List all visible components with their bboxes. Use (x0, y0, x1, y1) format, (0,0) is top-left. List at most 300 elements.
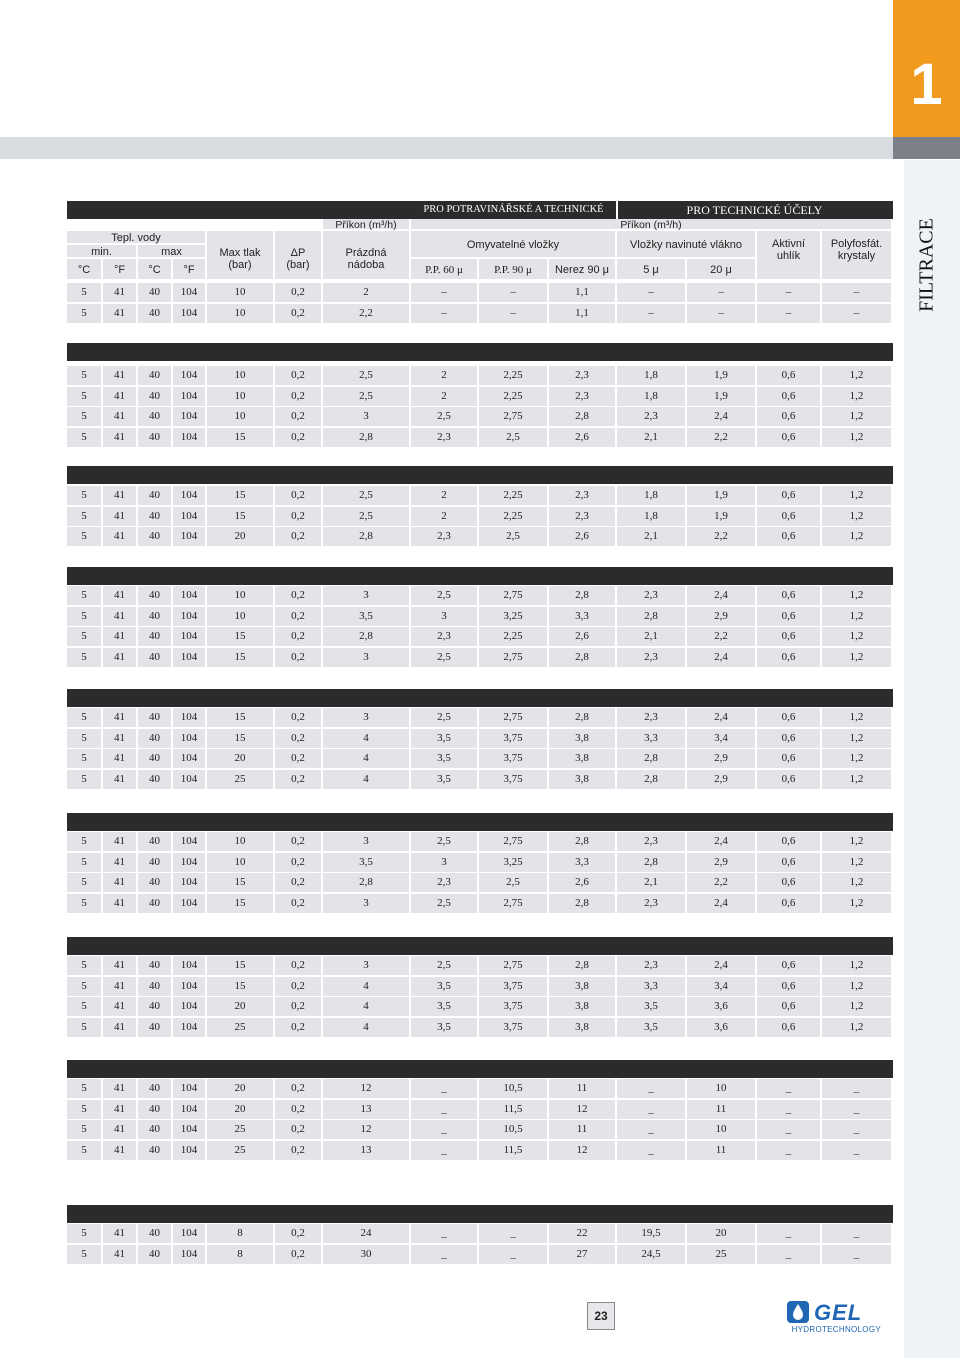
table-cell: 2,3 (617, 832, 687, 851)
table-cell: 25 (687, 1245, 757, 1264)
table-cell: _ (757, 1079, 822, 1098)
table-cell: 0,6 (757, 1018, 822, 1037)
table-cell: 41 (103, 708, 138, 727)
table-cell: 40 (138, 832, 173, 851)
table-cell: 10 (207, 283, 275, 302)
table-cell: 104 (173, 894, 207, 913)
table-cell: 5 (67, 387, 103, 406)
table-cell: 40 (138, 956, 173, 975)
table-cell: 3 (323, 956, 411, 975)
table-cell: 2,25 (479, 507, 549, 526)
table-cell: 15 (207, 428, 275, 447)
table-cell: _ (822, 1224, 893, 1243)
table-cell: 10 (207, 607, 275, 626)
table-cell: 104 (173, 997, 207, 1016)
table-cell: 40 (138, 607, 173, 626)
aktivni-heading: Aktivní uhlík (757, 231, 822, 281)
table-cell: _ (822, 1120, 893, 1139)
table-cell: 40 (138, 1079, 173, 1098)
m5-heading: 5 μ (617, 259, 687, 281)
table-cell: 41 (103, 304, 138, 323)
table-cell: 1,2 (822, 708, 893, 727)
table-cell: 0,2 (275, 607, 323, 626)
table-cell: 3,5 (411, 770, 479, 789)
table-row (67, 977, 893, 996)
table-cell: 1,2 (822, 407, 893, 426)
table-cell: _ (822, 1141, 893, 1160)
table-row (67, 1245, 893, 1264)
table-cell: 1,2 (822, 997, 893, 1016)
table-cell: 10 (207, 407, 275, 426)
table-cell: 1,1 (549, 304, 617, 323)
table-cell: 1,2 (822, 527, 893, 546)
table-cell: 0,6 (757, 853, 822, 872)
table-cell: 10 (207, 387, 275, 406)
table-cell: 15 (207, 977, 275, 996)
table-row (67, 586, 893, 605)
table-cell: 41 (103, 283, 138, 302)
table-cell: 11 (549, 1120, 617, 1139)
table-cell: 104 (173, 607, 207, 626)
table-cell: 3,75 (479, 729, 549, 748)
table-cell: 20 (687, 1224, 757, 1243)
table-cell: 15 (207, 729, 275, 748)
table-cell: 40 (138, 1141, 173, 1160)
table-cell: 1,9 (687, 387, 757, 406)
table-cell: 1,9 (687, 366, 757, 385)
table-cell: 0,6 (757, 729, 822, 748)
table-cell: 15 (207, 956, 275, 975)
table-cell: 3 (323, 586, 411, 605)
table-cell: – (822, 283, 893, 302)
table-cell: 2,9 (687, 607, 757, 626)
table-cell: 0,6 (757, 607, 822, 626)
section-bar (67, 813, 893, 831)
table-cell: 3 (411, 853, 479, 872)
table-cell: 2,3 (617, 407, 687, 426)
table-cell: 5 (67, 648, 103, 667)
table-cell: 2,8 (323, 873, 411, 892)
table-cell: 104 (173, 977, 207, 996)
drop-icon (786, 1300, 810, 1324)
table-cell: 0,2 (275, 507, 323, 526)
table-cell: 2,6 (549, 527, 617, 546)
table-row (67, 749, 893, 768)
table-cell: 3 (323, 832, 411, 851)
table-row (67, 1224, 893, 1243)
table-cell: 2,9 (687, 749, 757, 768)
table-cell: 104 (173, 486, 207, 505)
prazdna-heading: Prázdná nádoba (323, 231, 411, 281)
top-band (0, 137, 960, 159)
table-cell: 41 (103, 1224, 138, 1243)
table-cell: 2,3 (411, 527, 479, 546)
table-row (67, 1079, 893, 1098)
table-row (67, 1120, 893, 1139)
table-cell: 8 (207, 1245, 275, 1264)
table-cell: 0,6 (757, 648, 822, 667)
table-cell: 104 (173, 853, 207, 872)
table-cell: 2,4 (687, 586, 757, 605)
table-cell: 0,6 (757, 832, 822, 851)
table-cell: 2,8 (617, 607, 687, 626)
table-cell: 2,1 (617, 527, 687, 546)
table-cell: 5 (67, 407, 103, 426)
table-cell: 1,8 (617, 507, 687, 526)
table-row (67, 853, 893, 872)
table-cell: 2,3 (617, 956, 687, 975)
min-heading: min. (67, 245, 138, 259)
table-cell: 1,1 (549, 283, 617, 302)
table-cell: 41 (103, 486, 138, 505)
table-cell: 104 (173, 407, 207, 426)
table-cell: _ (479, 1245, 549, 1264)
table-cell: 104 (173, 1141, 207, 1160)
table-cell: 20 (207, 1100, 275, 1119)
table-cell: 0,6 (757, 387, 822, 406)
table-cell: – (757, 304, 822, 323)
table-row (67, 607, 893, 626)
table-cell: 5 (67, 1079, 103, 1098)
table-cell: 3,5 (411, 997, 479, 1016)
table-cell: 2,8 (617, 770, 687, 789)
table-cell: 2,8 (323, 627, 411, 646)
section-bar (67, 343, 893, 361)
table-row (67, 387, 893, 406)
table-cell: 3 (323, 708, 411, 727)
table-cell: 2,6 (549, 428, 617, 447)
table-cell: 104 (173, 708, 207, 727)
table-cell: 2,2 (323, 304, 411, 323)
table-cell: _ (822, 1079, 893, 1098)
table-cell: 3,5 (411, 729, 479, 748)
table-cell: 41 (103, 1100, 138, 1119)
table-cell: 11,5 (479, 1141, 549, 1160)
table-cell: 2,1 (617, 873, 687, 892)
table-row (67, 956, 893, 975)
table-cell: 0,6 (757, 997, 822, 1016)
nerez-heading: Nerez 90 μ (549, 259, 617, 281)
table-cell: 104 (173, 428, 207, 447)
table-cell: 41 (103, 407, 138, 426)
table-cell: 1,2 (822, 832, 893, 851)
table-cell: 10 (207, 366, 275, 385)
table-cell: 3,3 (549, 607, 617, 626)
table-cell: 2,5 (479, 527, 549, 546)
table-cell: 3,8 (549, 749, 617, 768)
table-cell: 15 (207, 507, 275, 526)
table-cell: 5 (67, 507, 103, 526)
omyvatelne-heading: Omyvatelné vložky (411, 231, 617, 259)
table-cell: 2,1 (617, 428, 687, 447)
table-cell: _ (822, 1245, 893, 1264)
table-cell: 41 (103, 1141, 138, 1160)
table-cell: 0,6 (757, 507, 822, 526)
table-cell: 2 (411, 366, 479, 385)
section-bar (67, 466, 893, 484)
table-cell: 25 (207, 1018, 275, 1037)
table-cell: 0,6 (757, 586, 822, 605)
table-cell: 0,2 (275, 770, 323, 789)
table-cell: 2,8 (323, 428, 411, 447)
table-cell: 4 (323, 977, 411, 996)
tech-heading: PRO TECHNICKÉ ÚČELY (616, 201, 893, 219)
table-cell: 40 (138, 283, 173, 302)
table-cell: 1,2 (822, 366, 893, 385)
table-cell: 0,2 (275, 1079, 323, 1098)
logo-subtitle: HYDROTECHNOLOGY (791, 1325, 881, 1334)
table-cell: 2,5 (411, 407, 479, 426)
table-cell: 3,75 (479, 749, 549, 768)
table-row (67, 997, 893, 1016)
table-cell: 41 (103, 507, 138, 526)
table-row (67, 1100, 893, 1119)
table-cell: 0,6 (757, 749, 822, 768)
table-cell: 3,8 (549, 977, 617, 996)
table-cell: 2,5 (411, 586, 479, 605)
table-cell: 1,8 (617, 387, 687, 406)
table-cell: 40 (138, 997, 173, 1016)
table-cell: 41 (103, 997, 138, 1016)
side-label: FILTRACE (915, 218, 938, 312)
navinute-heading: Vložky navinuté vlákno (617, 231, 757, 259)
section-bar (67, 1060, 893, 1078)
table-cell: 3,3 (617, 729, 687, 748)
table-cell: 40 (138, 1224, 173, 1243)
table-cell: – (479, 283, 549, 302)
table-cell: 0,2 (275, 832, 323, 851)
table-cell: 0,2 (275, 428, 323, 447)
table-cell: 5 (67, 586, 103, 605)
section-bar (67, 567, 893, 585)
table-cell: 2,8 (617, 749, 687, 768)
table-cell: 104 (173, 586, 207, 605)
table-cell: 5 (67, 1245, 103, 1264)
table-cell: 40 (138, 770, 173, 789)
table-cell: 4 (323, 729, 411, 748)
table-cell: 3,5 (411, 1018, 479, 1037)
table-cell: _ (411, 1079, 479, 1098)
table-cell: 104 (173, 1245, 207, 1264)
table-cell: 15 (207, 648, 275, 667)
table-cell: 0,6 (757, 708, 822, 727)
table-cell: 3,4 (687, 729, 757, 748)
table-cell: 2,2 (687, 873, 757, 892)
table-row (67, 366, 893, 385)
page-number: 23 (587, 1302, 615, 1330)
table-cell: 2,5 (411, 894, 479, 913)
table-cell: 41 (103, 586, 138, 605)
table-cell: 0,2 (275, 708, 323, 727)
table-cell: 2,25 (479, 387, 549, 406)
table-cell: 5 (67, 1120, 103, 1139)
table-cell: 3,8 (549, 770, 617, 789)
table-cell: 25 (207, 770, 275, 789)
table-cell: 2,75 (479, 832, 549, 851)
table-cell: 40 (138, 1018, 173, 1037)
table-cell: _ (757, 1141, 822, 1160)
table-cell: 2,2 (687, 527, 757, 546)
max-tlak-heading: Max tlak (bar) (207, 231, 275, 281)
table-row (67, 729, 893, 748)
table-cell: 5 (67, 428, 103, 447)
table-cell: 1,2 (822, 507, 893, 526)
pp90-heading: P.P. 90 μ (479, 259, 549, 281)
table-cell: 10 (207, 586, 275, 605)
table-cell: 3,5 (323, 607, 411, 626)
table-cell: _ (479, 1224, 549, 1243)
table-cell: 40 (138, 749, 173, 768)
table-cell: 104 (173, 527, 207, 546)
table-cell: 0,6 (757, 977, 822, 996)
table-cell: 15 (207, 627, 275, 646)
table-cell: – (411, 283, 479, 302)
table-cell: 5 (67, 1224, 103, 1243)
table-cell: 0,2 (275, 1224, 323, 1243)
table-cell: 104 (173, 832, 207, 851)
table-cell: 0,2 (275, 366, 323, 385)
table-cell: 104 (173, 1224, 207, 1243)
table-cell: 0,2 (275, 627, 323, 646)
table-row (67, 428, 893, 447)
table-cell: 15 (207, 894, 275, 913)
table-cell: 2 (411, 387, 479, 406)
table-cell: 1,2 (822, 853, 893, 872)
table-row (67, 708, 893, 727)
table-cell: 104 (173, 304, 207, 323)
table-cell: 0,2 (275, 853, 323, 872)
table-row (67, 407, 893, 426)
table-cell: 0,2 (275, 486, 323, 505)
table-cell: 40 (138, 586, 173, 605)
table-cell: 5 (67, 873, 103, 892)
table-cell: 40 (138, 304, 173, 323)
table-cell: 3 (323, 407, 411, 426)
table-cell: 0,2 (275, 894, 323, 913)
table-cell: _ (822, 1100, 893, 1119)
table-cell: 3,6 (687, 997, 757, 1016)
table-cell: 5 (67, 607, 103, 626)
table-cell: _ (411, 1245, 479, 1264)
table-cell: 1,2 (822, 729, 893, 748)
table-cell: 15 (207, 486, 275, 505)
table-cell: 2,8 (323, 527, 411, 546)
unit-f2: °F (173, 259, 207, 281)
table-cell: 41 (103, 428, 138, 447)
table-cell: 0,2 (275, 1245, 323, 1264)
table-row (67, 770, 893, 789)
table-cell: 40 (138, 1120, 173, 1139)
table-cell: 1,2 (822, 770, 893, 789)
table-cell: 0,6 (757, 770, 822, 789)
table-cell: 0,2 (275, 729, 323, 748)
table-cell: – (617, 283, 687, 302)
table-cell: 10 (207, 304, 275, 323)
gel-logo (786, 1300, 881, 1334)
table-cell: 40 (138, 387, 173, 406)
table-row (67, 873, 893, 892)
table-cell: 0,6 (757, 527, 822, 546)
table-cell: 12 (323, 1079, 411, 1098)
table-cell: _ (757, 1224, 822, 1243)
table-cell: 104 (173, 627, 207, 646)
table-cell: 13 (323, 1100, 411, 1119)
table-row (67, 283, 893, 302)
table-cell: 4 (323, 770, 411, 789)
table-cell: 1,2 (822, 428, 893, 447)
table-cell: _ (757, 1120, 822, 1139)
table-cell: 19,5 (617, 1224, 687, 1243)
table-cell: 5 (67, 708, 103, 727)
table-cell: 5 (67, 283, 103, 302)
table-cell: 3 (323, 648, 411, 667)
table-cell: 5 (67, 366, 103, 385)
table-cell: 40 (138, 486, 173, 505)
table-cell: 3,25 (479, 853, 549, 872)
table-cell: 0,2 (275, 304, 323, 323)
table-cell: 41 (103, 627, 138, 646)
table-cell: _ (617, 1079, 687, 1098)
table-cell: 3 (323, 894, 411, 913)
table-cell: 2 (411, 486, 479, 505)
table-cell: 41 (103, 956, 138, 975)
table-cell: 27 (549, 1245, 617, 1264)
table-cell: 1,2 (822, 977, 893, 996)
table-row (67, 648, 893, 667)
table-cell: 40 (138, 407, 173, 426)
table-cell: 2,5 (479, 428, 549, 447)
table-cell: 40 (138, 366, 173, 385)
table-cell: 3,5 (323, 853, 411, 872)
table-cell: 104 (173, 956, 207, 975)
table-cell: 5 (67, 729, 103, 748)
table-cell: 2,75 (479, 586, 549, 605)
table-cell: 4 (323, 1018, 411, 1037)
table-cell: 2,3 (617, 648, 687, 667)
table-cell: 20 (207, 997, 275, 1016)
table-cell: 40 (138, 428, 173, 447)
table-cell: 104 (173, 648, 207, 667)
table-cell: 2,5 (411, 648, 479, 667)
table-cell: 3,8 (549, 729, 617, 748)
table-cell: 2,8 (549, 708, 617, 727)
table-cell: 2 (411, 507, 479, 526)
table-cell: _ (411, 1120, 479, 1139)
table-cell: 5 (67, 832, 103, 851)
table-cell: 2,9 (687, 853, 757, 872)
table-cell: 0,2 (275, 956, 323, 975)
table-cell: 5 (67, 486, 103, 505)
tepl-heading: Tepl. vody (67, 231, 207, 245)
table-cell: 2,8 (549, 832, 617, 851)
table-row (67, 1141, 893, 1160)
table-cell: 0,2 (275, 407, 323, 426)
table-cell: 41 (103, 894, 138, 913)
table-cell: 8 (207, 1224, 275, 1243)
table-cell: 1,2 (822, 894, 893, 913)
table-cell: 40 (138, 627, 173, 646)
table-cell: 41 (103, 527, 138, 546)
table-cell: 3,4 (687, 977, 757, 996)
unit-c1: °C (67, 259, 103, 281)
table-cell: 3,5 (411, 977, 479, 996)
table-cell: 25 (207, 1120, 275, 1139)
table-cell: 40 (138, 977, 173, 996)
table-cell: 20 (207, 1079, 275, 1098)
table-cell: 2,9 (687, 770, 757, 789)
table-row (67, 1018, 893, 1037)
table-cell: 41 (103, 387, 138, 406)
